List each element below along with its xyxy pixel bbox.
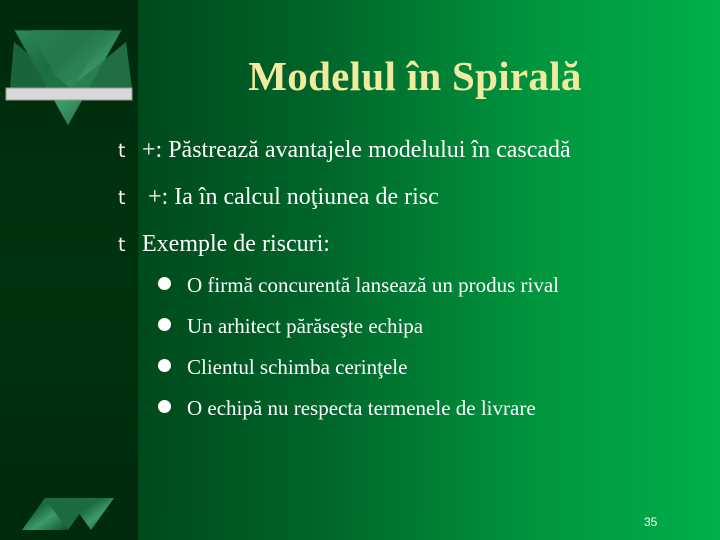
dot-bullet-icon [158,277,171,290]
bullet-marker-icon: t [118,187,126,209]
sub-bullet-text: O echipă nu respecta termenele de livrare [187,396,536,420]
sub-bullet-text: Clientul schimba cerinţele [187,355,408,379]
sub-bullet-text: O firmă concurentă lansează un produs rival [187,273,560,297]
bullet-marker-icon: t [118,140,126,162]
bullet-item [118,182,439,213]
bullet-text: Exemple de riscuri: [142,231,330,257]
dot-bullet-icon [158,318,171,331]
dot-bullet-icon [158,359,171,372]
dot-bullet-icon [158,400,171,413]
bullet-text: +: Ia în calcul noţiunea de risc [142,184,439,210]
page-number: 35 [644,515,658,529]
bullet-item [118,229,330,260]
bullet-marker-icon: t [118,234,126,256]
slide-title: Modelul în Spirală [248,53,582,99]
bullet-text: +: Păstrează avantajele modelului în cascadă [142,137,571,163]
bullet-item [118,135,571,166]
sub-bullet-text: Un arhitect părăseşte echipa [187,314,424,338]
